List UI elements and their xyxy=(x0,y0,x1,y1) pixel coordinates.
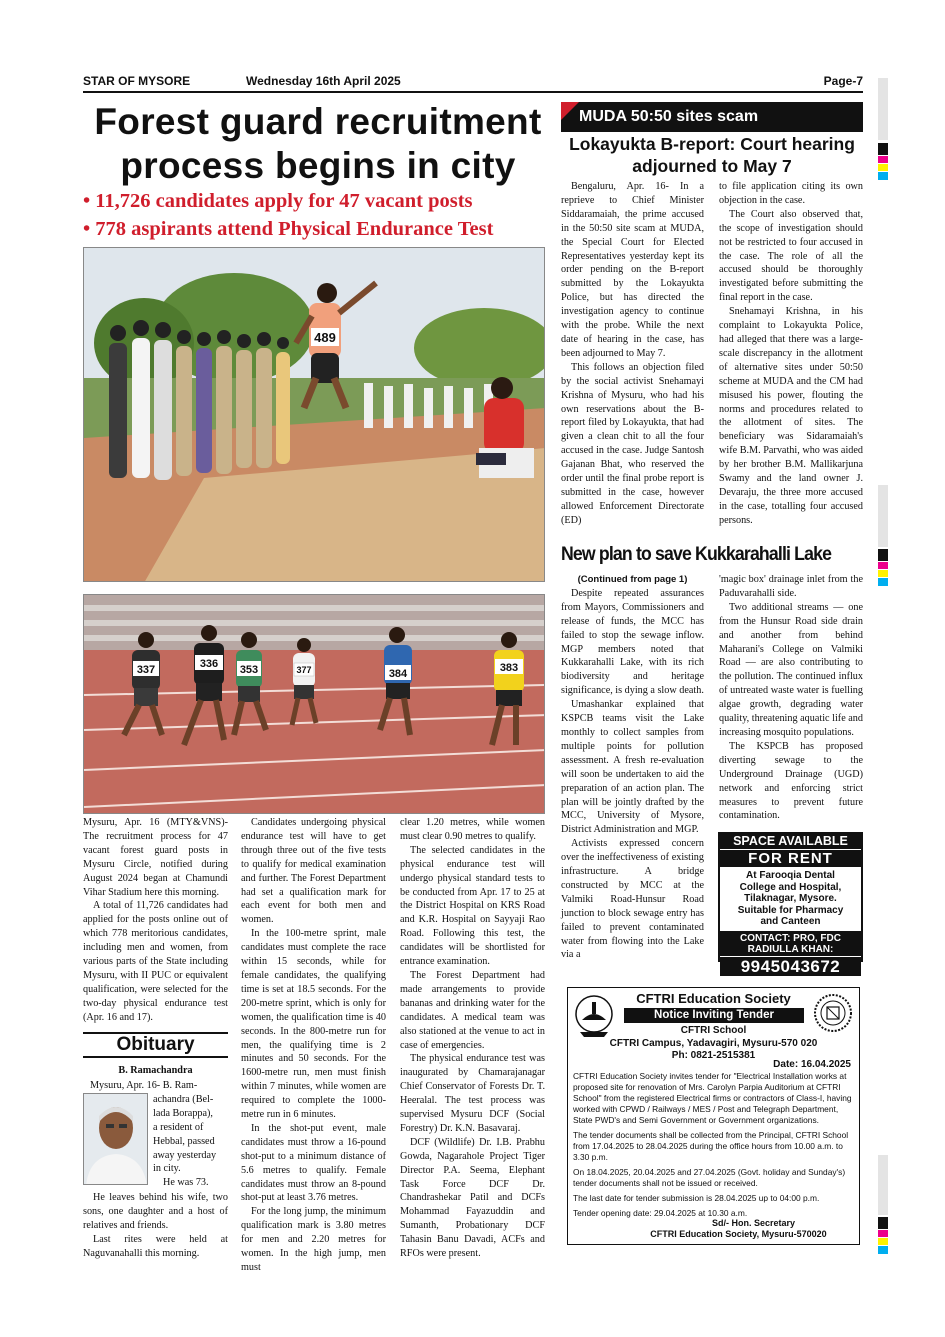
obituary-beside-photo xyxy=(90,1079,228,1190)
tender-paragraph: Tender opening date: 29.04.2025 at 10.30 a.m. xyxy=(573,1208,748,1218)
obituary-line: He was 73. xyxy=(163,1177,209,1189)
lake-paragraph: 'magic box' drainage inlet from the Paduvarahalli side. xyxy=(719,574,863,599)
color-mark-magenta xyxy=(878,1230,888,1237)
obituary-line: away yesterday xyxy=(153,1149,217,1161)
ad-phone: 9945043672 xyxy=(720,956,861,976)
lead-paragraph: clear 1.20 metres, while women must clear 0.90 metres to qualify. xyxy=(400,817,545,842)
tender-org: CFTRI Education Society xyxy=(636,991,791,1006)
obituary-rest xyxy=(83,1191,228,1261)
tender-notice xyxy=(567,987,860,1245)
color-mark-cyan xyxy=(878,1246,888,1254)
tender-paragraph: The last date for tender submission is 28.04.2025 up to 04:00 p.m. xyxy=(573,1193,820,1203)
lead-headline xyxy=(83,100,553,188)
tender-body xyxy=(573,1071,856,1223)
ad-body-line: Tilaknagar, Mysore. xyxy=(744,893,837,904)
ad-body-line: At Farooqia Dental xyxy=(746,870,835,881)
lake-paragraph: Two additional streams — one from the Hunsur Road side drain and another from behind Maharani's College on Valmiki Road — are also contributing to the pollution. The continued influx of untreated waste water is fuelling algae growth, degrading water quality, threatening aquatic life and increasing mosquito populations. xyxy=(719,601,863,738)
lead-paragraph: The Forest Department had made arrangements to provide bananas and drinking water for the candidates. A medical team was also stationed at the venue to act in case of emergencies. xyxy=(400,969,545,1051)
color-mark-magenta xyxy=(878,562,888,569)
ad-body-line: Suitable for Pharmacy xyxy=(737,904,844,916)
lead-paragraph: A total of 11,726 candidates had applied for the posts online out of which 778 meritorious candidates, including men and women, from various parts of the State including Mysuru, with II PUC or equivalent qualification, were selected for the two-day physical endurance test (Apr. 16 and 17). xyxy=(83,900,228,1023)
lead-paragraph: The selected candidates in the physical endurance test will undergo physical standard tests to be conducted from Apr. 17 to 25 at the District Hospital on KRS Road and K.R. Hospital on Sayyaji Rao Road. Following this test, the candidates will be shortlisted for entrance examination. xyxy=(400,844,545,968)
lake-paragraph: The KSPCB has proposed diverting sewage to the Underground Drainage (UGD) network and enforcing strict measures to prevent future contamination. xyxy=(719,740,863,822)
color-mark-magenta xyxy=(878,156,888,163)
color-mark-cyan xyxy=(878,578,888,586)
runner-bib-4: 377 xyxy=(296,665,312,675)
muda-column-1 xyxy=(561,180,704,528)
muda-paragraph: Bengaluru, Apr. 16- In a reprieve to Chief Minister Siddaramaiah, the prime accused in the 50:50 site scam at MUDA, the Special Court for Elected Representatives yesterday kept its order pending on the B-report submitted by the Lokayukta Police, but has directed the investigation agency to continue with the probe. While the next date of hearing in the case, has been adjourned to May 7. xyxy=(561,181,704,359)
color-mark-cyan xyxy=(878,172,888,180)
obituary-paragraph: Last rites were held at Naguvanahalli this morning. xyxy=(83,1233,228,1259)
lake-paragraph: Activists expressed concern over the ineffectiveness of existing infrastructure. A bridge constructed by MCC at the Valmiki Road-Hunsur Road junction to block sewage entry has failed to prevent contaminated water from flowing into the Lake via a xyxy=(561,838,704,961)
muda-headline xyxy=(561,133,863,177)
lake-continued: (Continued from page 1) xyxy=(577,574,688,585)
runner-bib-5: 384 xyxy=(388,668,408,680)
color-mark-black xyxy=(878,549,888,561)
space-for-rent-ad xyxy=(718,832,863,976)
lead-paragraph: For the long jump, the minimum qualification mark is 3.80 metres for men and 2.20 metres for women. In the high jump, men must xyxy=(241,1206,386,1273)
page-header xyxy=(83,74,863,92)
lake-column-2 xyxy=(719,573,863,823)
ad-body xyxy=(720,867,861,928)
runner-bib-6: 383 xyxy=(499,662,519,674)
lead-bullet-2: • 778 aspirants attend Physical Endurance Test xyxy=(83,218,494,240)
muda-paragraph: Snehamayi Krishna, in his complaint to Lokayukta Police, had alleged that there was a large-scale discrepancy in the allotment of alternative sites under 50:50 scheme at MUDA and the CM had misused his power, flouting the norms and procedures related to the allotment of sites. The beneficiary was Sidaramaiah's wife B.M. Parvathi, who was aided by her brother B.M. Mallikarjuna Swamy and the land owner J. Devaraju, the three more accused in the case, totalling four accused persons. xyxy=(719,306,863,526)
tender-paragraph: The tender documents shall be collected from the Principal, CFTRI School from 17.04.2025 to 28.04.2025 during the office hours from 10.00 a.m. to 3.30 p.m. xyxy=(573,1130,849,1162)
tender-notice-label: Notice Inviting Tender xyxy=(654,1009,774,1021)
obituary-title: Obituary xyxy=(83,1032,228,1058)
lake-column-1 xyxy=(561,573,704,962)
lead-paragraph: DCF (Wildlife) Dr. I.B. Prabhu Gowda, Nagarahole Project Tiger Director P.A. Seema, Elephant Task Force DCF Dr. Chandrashekar Patil and DCFs Mohammad Fayazuddin and Sumanth, Probationary DCF Tahasin Banu Davadi, ACFs and RFOs were present. xyxy=(400,1136,545,1260)
tender-signature xyxy=(568,1218,859,1240)
obituary-line: a resident of xyxy=(153,1121,204,1133)
lead-headline-line1: Forest guard recruitment xyxy=(94,101,542,142)
lake-headline: New plan to save Kukkarahalli Lake xyxy=(561,544,832,565)
ad-line-2: FOR RENT xyxy=(720,849,861,867)
muda-section-tag: MUDA 50:50 sites scam xyxy=(561,102,863,132)
tender-sign-line-2: CFTRI Education Society, Mysuru-570020 xyxy=(650,1229,827,1239)
runner-bib-3: 353 xyxy=(239,664,259,676)
muda-column-2 xyxy=(719,180,863,528)
color-mark-black xyxy=(878,143,888,155)
runner-bib-1: 337 xyxy=(136,664,156,676)
registration-strip-grey xyxy=(878,78,888,140)
tender-notice-banner xyxy=(624,1008,804,1023)
red-corner-flag xyxy=(561,102,579,120)
ad-body-line: and Canteen xyxy=(760,916,821,927)
ad-line-1: SPACE AVAILABLE xyxy=(720,834,861,849)
muda-paragraph: to file application citing its own objection in the case. xyxy=(719,181,863,206)
page-number: Page-7 xyxy=(823,74,863,88)
runner-bib-2: 336 xyxy=(199,658,219,670)
registration-strip-grey xyxy=(878,1155,888,1215)
issue-date: Wednesday 16th April 2025 xyxy=(246,74,401,88)
tender-sign-line-1: Sd/- Hon. Secretary xyxy=(711,1218,796,1228)
ad-contact-line: RADIULLA KHAN: xyxy=(747,943,834,955)
color-mark-black xyxy=(878,1217,888,1229)
muda-paragraph: This follows an objection filed by the social activist Snehamayi Krishna of Mysuru, who had his own reservations about the B-report filed by Lokayukta, that had given a clean chit to all the four accused in the case. Judge Santosh Gajanan Bhat, who reserved the order until the final probe report is submitted in the case, however allowed Enforcement Directorate (ED) xyxy=(561,361,704,526)
tender-address: CFTRI Campus, Yadavagiri, Mysuru-570 020 xyxy=(609,1038,818,1049)
lake-paragraph: Umashankar explained that KSPCB teams visit the Lake monthly to collect samples from multiple points for pollution assessment. A fresh re-evaluation will soon be undertaken to aid the preparation of an action plan. The plan will be jointly drafted by the MCC, University of Mysore, District Administration and MGP. xyxy=(561,699,704,836)
long-jump-illustration xyxy=(84,248,545,582)
tender-paragraph: On 18.04.2025, 20.04.2025 and 27.04.2025 (Govt. holiday and Sunday's) tender documents shall not be issued or received. xyxy=(573,1167,846,1188)
obituary-line: Hebbal, passed xyxy=(153,1135,215,1147)
obituary-paragraph: He leaves behind his wife, two sons, one daughter and a host of relatives and friends. xyxy=(83,1192,228,1231)
obituary-name: B. Ramachandra xyxy=(118,1065,193,1076)
obituary-line: lada Borappa), xyxy=(153,1107,213,1119)
color-mark-yellow xyxy=(878,570,888,577)
tender-paragraph: CFTRI Education Society invites tender for "Electrical Installation works at proposed site for renovation of Mrs. Carolyn Parpia Auditorium at CFTRI School" from the registered Electrical firms or contractors of Class-I, having worked with CPWD / Railways / MES / Post and Telegraph Department, State PWD's and Semi Government or Government organizations. xyxy=(573,1071,852,1125)
lead-paragraph: In the 100-metre sprint, male candidates must complete the race within 15 seconds, while for female candidates, the qualifying time is set at 18.5 seconds. For the 200-metre sprint, which is only for women, the qualification time is 40 seconds. In the 800-metre run for men, the qualifying time is 2 minutes and 50 seconds. For the 1600-metre run, men must finish within 7 minutes, while women are required to complete the 1000-metre run in 6 minutes. xyxy=(241,928,386,1121)
color-mark-yellow xyxy=(878,1238,888,1245)
ad-body-line: College and Hospital, xyxy=(739,881,842,893)
tender-phone: Ph: 0821-2515381 xyxy=(671,1050,756,1061)
muda-headline-line2: adjourned to May 7 xyxy=(632,156,792,176)
sprint-photo xyxy=(83,594,545,814)
tender-date: Date: 16.04.2025 xyxy=(773,1059,851,1070)
lead-column-3 xyxy=(400,816,545,1261)
lead-headline-line2: process begins in city xyxy=(120,145,516,186)
lead-bullet-1: • 11,726 candidates apply for 47 vacant posts xyxy=(83,190,473,212)
color-mark-yellow xyxy=(878,164,888,171)
sprint-illustration xyxy=(84,595,545,814)
header-rule xyxy=(83,91,863,93)
ad-contact-line: CONTACT: PRO, FDC xyxy=(740,932,841,944)
jumper-bib: 489 xyxy=(314,330,336,345)
lead-paragraph: Candidates undergoing physical endurance test will have to get through three out of the five tests to qualify for medical examination and further. The Forest Department had set a qualification mark for each event for both men and women. xyxy=(241,817,386,926)
tender-school: CFTRI School xyxy=(680,1025,747,1036)
long-jump-photo xyxy=(83,247,545,582)
lake-paragraph: Despite repeated assurances from Mayors, Commissioners and release of funds, the MCC has failed to stop the sewage inflow. MGP members noted that Kukkarahalli Lake, with its rich biodiversity and heritage significance, is dying a slow death. xyxy=(561,587,704,697)
lead-paragraph: In the shot-put event, male candidates must throw a 16-pound shot-put to a minimum distance of 5.6 metres to qualify. Female candidates must throw an 8-pound shot-put at least 3.76 metres. xyxy=(241,1122,386,1204)
lead-column-1 xyxy=(83,816,228,1025)
ad-contact xyxy=(720,931,861,956)
portrait-illustration xyxy=(84,1094,148,1185)
muda-headline-line1: Lokayukta B-report: Court hearing xyxy=(569,134,855,154)
lead-paragraph: Mysuru, Apr. 16 (MTY&VNS)- The recruitment process for 47 vacant forest guard posts in Mysuru Circle, notified during August 2024 began at Chamundi Vihar Stadium here this morning. xyxy=(83,817,228,898)
obituary-line: achandra (Bel- xyxy=(153,1093,214,1105)
obituary-photo xyxy=(83,1093,148,1185)
obituary-line: in city. xyxy=(153,1163,181,1175)
paper-name: STAR OF MYSORE xyxy=(83,74,191,88)
lead-paragraph: The physical endurance test was inaugurated by Chamarajanagar Chief Conservator of Forests Dr. T. Heeralal. The test process was supervised Mysuru DCF (Social Forestry) Dr. K.N. Basavaraj. xyxy=(400,1053,545,1134)
muda-paragraph: The Court also observed that, the scope of investigation should not be restricted to four accused in the case. The role of all the accused should be thoroughly investigated before submitting the final report in the case. xyxy=(719,208,863,304)
lead-column-2 xyxy=(241,816,386,1275)
obituary-line: Mysuru, Apr. 16- B. Ram- xyxy=(90,1080,198,1091)
registration-strip-grey xyxy=(878,485,888,547)
